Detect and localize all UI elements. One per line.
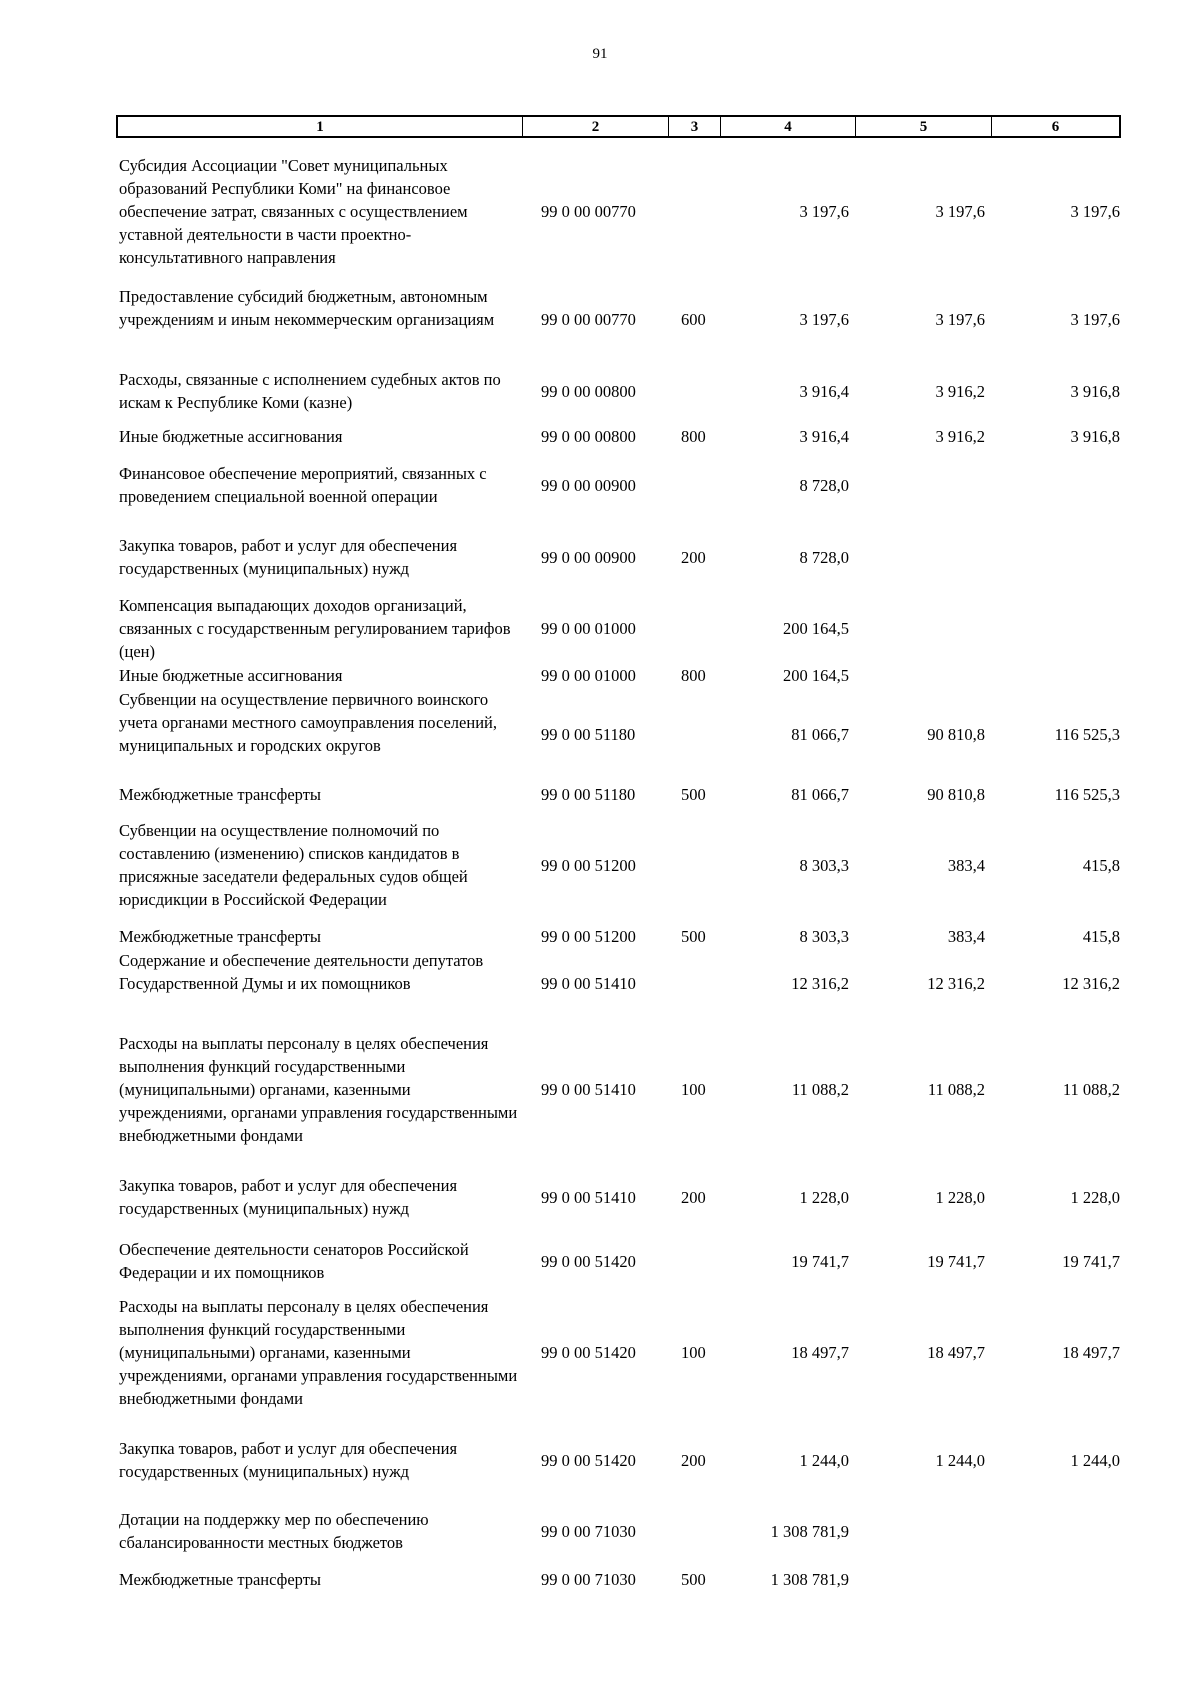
row-value-2: 18 497,7	[927, 1343, 985, 1362]
header-col-4: 4	[721, 117, 856, 136]
row-value-1: 8 728,0	[799, 548, 849, 567]
row-value-2: 383,4	[947, 856, 985, 875]
row-type: 800	[681, 666, 706, 685]
row-value-3: 3 916,8	[1070, 382, 1120, 401]
row-type: 800	[681, 427, 706, 446]
row-name: Компенсация выпадающих доходов организаций, связанных с государственным регулированием тарифов (цен)	[119, 596, 511, 661]
row-type: 600	[681, 310, 706, 329]
row-name: Расходы на выплаты персоналу в целях обеспечения выполнения функций государственными (муниципальными) органами, казенными учреждениями, органами управления государственными внебюджетными фондами	[119, 1034, 518, 1145]
row-value-3: 116 525,3	[1054, 725, 1120, 744]
row-name: Межбюджетные трансферты	[119, 927, 322, 946]
row-value-1: 200 164,5	[783, 619, 849, 638]
row-value-1: 8 303,3	[799, 856, 849, 875]
row-value-1: 1 244,0	[799, 1451, 849, 1470]
row-value-1: 81 066,7	[791, 725, 849, 744]
row-name: Обеспечение деятельности сенаторов Российской Федерации и их помощников	[119, 1240, 469, 1282]
row-type: 200	[681, 548, 706, 567]
row-value-2: 1 228,0	[935, 1188, 985, 1207]
row-code: 99 0 00 51200	[541, 856, 636, 875]
row-code: 99 0 00 71030	[541, 1522, 636, 1541]
row-code: 99 0 00 51420	[541, 1343, 636, 1362]
row-type: 500	[681, 785, 706, 804]
row-value-1: 11 088,2	[791, 1080, 849, 1099]
row-code: 99 0 00 51180	[541, 725, 636, 744]
row-code: 99 0 00 00900	[541, 548, 636, 567]
row-name: Субвенции на осуществление первичного воинского учета органами местного самоуправления поселений, муниципальных и городских округов	[119, 690, 497, 755]
header-col-6: 6	[1051, 119, 1060, 135]
row-name: Иные бюджетные ассигнования	[119, 666, 343, 685]
row-value-1: 18 497,7	[791, 1343, 849, 1362]
row-code: 99 0 00 51420	[541, 1252, 636, 1271]
row-value-1: 12 316,2	[791, 974, 849, 993]
header-col-3: 3	[669, 117, 721, 136]
row-value-3: 18 497,7	[1062, 1343, 1120, 1362]
row-code: 99 0 00 51420	[541, 1451, 636, 1470]
row-value-2: 90 810,8	[927, 785, 985, 804]
table-header	[116, 115, 1121, 138]
row-name: Расходы на выплаты персоналу в целях обеспечения выполнения функций государственными (муниципальными) органами, казенными учреждениями, органами управления государственными внебюджетными фондами	[119, 1297, 518, 1408]
row-name: Иные бюджетные ассигнования	[119, 427, 343, 446]
row-value-1: 8 728,0	[799, 476, 849, 495]
row-name: Закупка товаров, работ и услуг для обеспечения государственных (муниципальных) нужд	[119, 1439, 458, 1481]
row-value-2: 90 810,8	[927, 725, 985, 744]
row-code: 99 0 00 01000	[541, 619, 636, 638]
row-value-2: 12 316,2	[927, 974, 985, 993]
row-code: 99 0 00 00900	[541, 476, 636, 495]
row-name: Закупка товаров, работ и услуг для обеспечения государственных (муниципальных) нужд	[119, 536, 458, 578]
row-value-1: 1 228,0	[799, 1188, 849, 1207]
row-value-3: 3 916,8	[1070, 427, 1120, 446]
row-name: Предоставление субсидий бюджетным, автономным учреждениям и иным некоммерческим организациям	[119, 287, 495, 329]
row-type: 200	[681, 1451, 706, 1470]
row-code: 99 0 00 51200	[541, 927, 636, 946]
row-name: Финансовое обеспечение мероприятий, связанных с проведением специальной военной операции	[119, 464, 487, 506]
row-name: Субвенции на осуществление полномочий по составлению (изменению) списков кандидатов в присяжные заседатели федеральных судов общей юрисдикции в Российской Федерации	[119, 821, 468, 909]
header-col-2: 2	[523, 117, 669, 136]
row-value-1: 8 303,3	[799, 927, 849, 946]
row-value-2: 383,4	[947, 927, 985, 946]
row-value-1: 200 164,5	[783, 666, 849, 685]
row-value-3: 415,8	[1082, 927, 1120, 946]
row-code: 99 0 00 51410	[541, 1080, 636, 1099]
row-value-2: 3 197,6	[935, 202, 985, 221]
row-value-3: 1 244,0	[1070, 1451, 1120, 1470]
row-code: 99 0 00 51410	[541, 974, 636, 993]
row-code: 99 0 00 51410	[541, 1188, 636, 1207]
row-code: 99 0 00 71030	[541, 1570, 636, 1589]
row-type: 500	[681, 927, 706, 946]
row-value-1: 3 916,4	[799, 382, 849, 401]
row-value-3: 116 525,3	[1054, 785, 1120, 804]
row-name: Расходы, связанные с исполнением судебных актов по искам к Республике Коми (казне)	[119, 370, 501, 412]
header-col-5: 5	[856, 117, 992, 136]
row-value-1: 3 916,4	[799, 427, 849, 446]
row-name: Содержание и обеспечение деятельности депутатов Государственной Думы и их помощников	[119, 951, 484, 993]
row-name: Субсидия Ассоциации "Совет муниципальных образований Республики Коми" на финансовое обеспечение затрат, связанных с осуществлением уставной деятельности в части проектно-консультативного направления	[119, 156, 468, 267]
row-value-3: 3 197,6	[1070, 310, 1120, 329]
row-value-2: 3 916,2	[935, 382, 985, 401]
row-value-2: 1 244,0	[935, 1451, 985, 1470]
row-type: 100	[681, 1343, 706, 1362]
row-value-1: 1 308 781,9	[770, 1570, 849, 1589]
row-value-1: 3 197,6	[799, 202, 849, 221]
row-name: Межбюджетные трансферты	[119, 1570, 322, 1589]
row-value-3: 1 228,0	[1070, 1188, 1120, 1207]
row-value-3: 3 197,6	[1070, 202, 1120, 221]
row-code: 99 0 00 00800	[541, 382, 636, 401]
row-code: 99 0 00 00770	[541, 310, 636, 329]
page-number: 91	[592, 46, 608, 62]
row-value-1: 19 741,7	[791, 1252, 849, 1271]
row-value-1: 81 066,7	[791, 785, 849, 804]
row-type: 200	[681, 1188, 706, 1207]
row-value-2: 11 088,2	[927, 1080, 985, 1099]
header-col-1: 1	[118, 117, 523, 136]
row-value-2: 3 916,2	[935, 427, 985, 446]
row-value-1: 1 308 781,9	[770, 1522, 849, 1541]
row-type: 500	[681, 1570, 706, 1589]
row-value-1: 3 197,6	[799, 310, 849, 329]
row-value-2: 3 197,6	[935, 310, 985, 329]
row-value-3: 19 741,7	[1062, 1252, 1120, 1271]
row-code: 99 0 00 00770	[541, 202, 636, 221]
row-name: Закупка товаров, работ и услуг для обеспечения государственных (муниципальных) нужд	[119, 1176, 458, 1218]
row-value-3: 12 316,2	[1062, 974, 1120, 993]
row-code: 99 0 00 00800	[541, 427, 636, 446]
row-value-3: 11 088,2	[1062, 1080, 1120, 1099]
row-value-3: 415,8	[1082, 856, 1120, 875]
row-code: 99 0 00 01000	[541, 666, 636, 685]
row-name: Межбюджетные трансферты	[119, 785, 322, 804]
row-type: 100	[681, 1080, 706, 1099]
row-value-2: 19 741,7	[927, 1252, 985, 1271]
row-code: 99 0 00 51180	[541, 785, 636, 804]
row-name: Дотации на поддержку мер по обеспечению сбалансированности местных бюджетов	[119, 1510, 429, 1552]
